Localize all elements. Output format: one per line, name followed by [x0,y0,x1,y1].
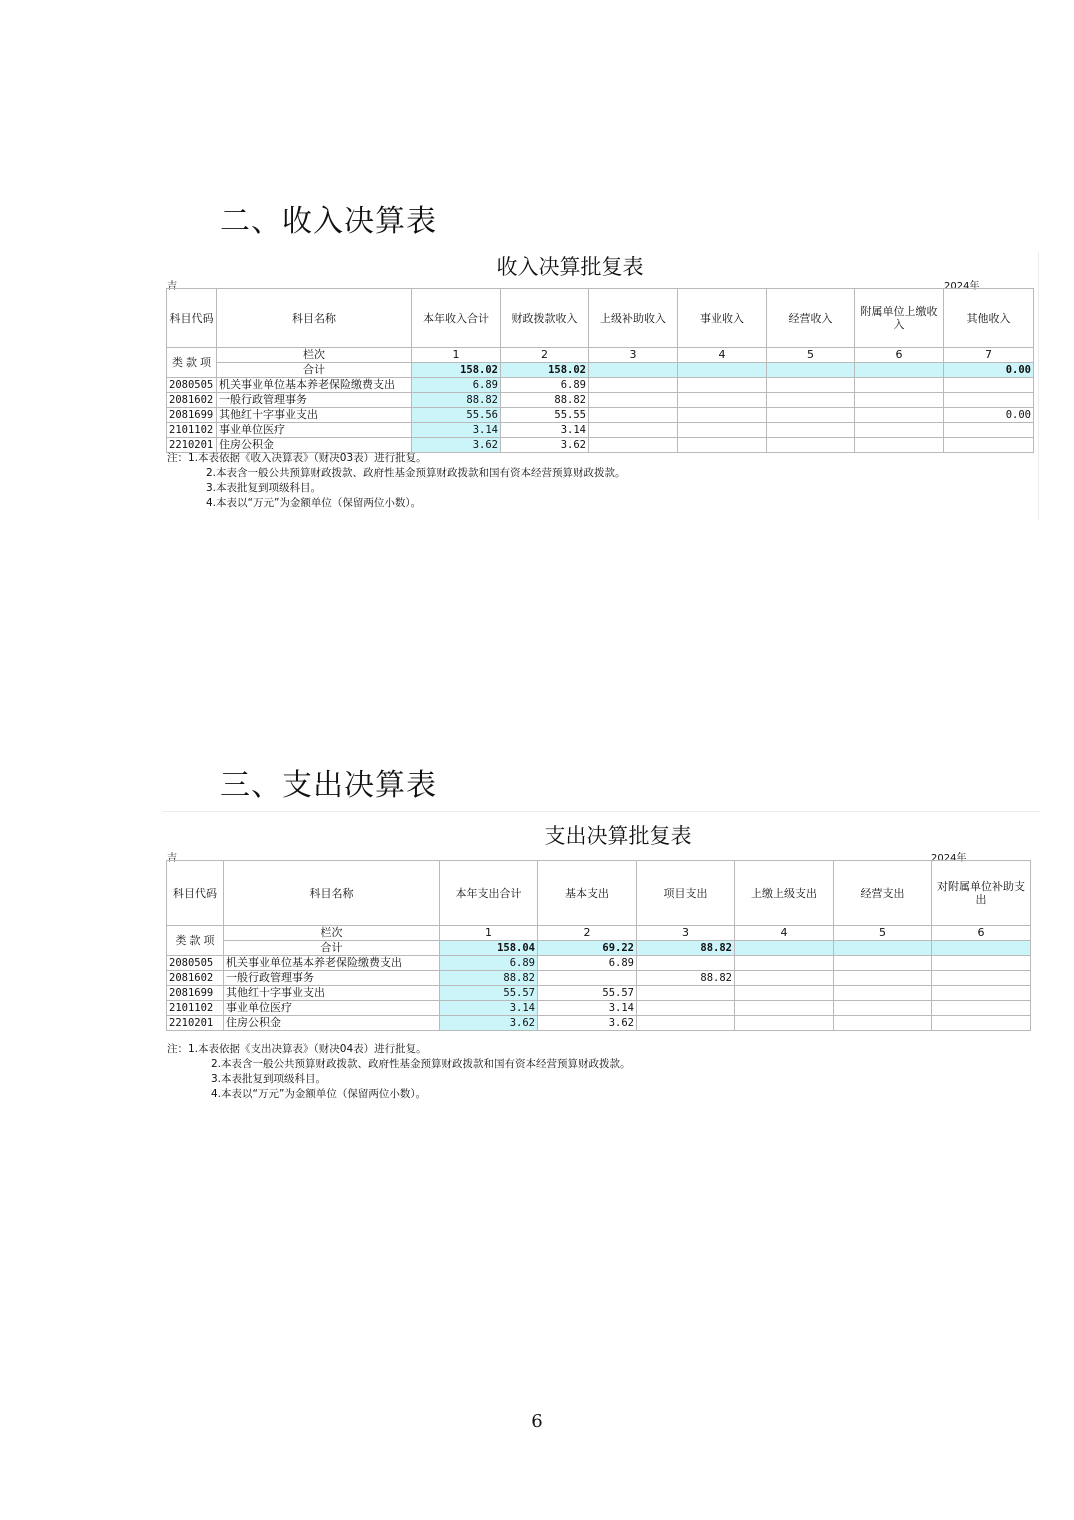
income-colnum: 4 [678,348,767,363]
row-code: 2101102 [167,423,217,438]
income-colnum: 7 [944,348,1034,363]
row-value: 55.57 [538,986,637,1001]
row-value [637,956,735,971]
income-frame-edge [1038,252,1039,520]
income-header-col1: 本年收入合计 [412,289,501,348]
row-value [944,438,1034,453]
expense-header-col1: 本年支出合计 [440,861,538,926]
expense-colnum: 4 [735,926,834,941]
table-row [167,423,1034,438]
income-lanci-label: 栏次 [217,348,412,363]
row-value [834,1016,932,1031]
row-value: 6.89 [501,378,589,393]
row-name: 住房公积金 [217,438,412,453]
row-value: 88.82 [637,971,735,986]
row-value [932,956,1031,971]
expense-total-value: 158.04 [440,941,538,956]
row-value: 6.89 [412,378,501,393]
expense-note-4: 4.本表以“万元”为金额单位（保留两位小数）。 [211,1088,427,1100]
row-value: 3.62 [440,1016,538,1031]
table-row [167,1016,1031,1031]
income-note-2: 2.本表含一般公共预算财政拨款、政府性基金预算财政拨款和国有资本经营预算财政拨款。 [206,467,626,479]
income-total-row [167,363,1034,378]
row-code: 2080505 [167,378,217,393]
row-value [944,423,1034,438]
row-code: 2210201 [167,1016,224,1031]
expense-header-col6: 对附属单位补助支出 [932,861,1031,926]
income-header-col4: 事业收入 [678,289,767,348]
row-value [678,438,767,453]
row-value: 88.82 [501,393,589,408]
row-name: 机关事业单位基本养老保险缴费支出 [217,378,412,393]
row-code: 2080505 [167,956,224,971]
xiang-label: 项 [200,355,211,369]
table-row [167,378,1034,393]
expense-total-value: 69.22 [538,941,637,956]
row-name: 事业单位医疗 [217,423,412,438]
expense-colnum: 3 [637,926,735,941]
expense-lanci-row [167,926,1031,941]
income-total-value [589,363,678,378]
income-colnum: 3 [589,348,678,363]
row-value [944,393,1034,408]
expense-total-label: 合计 [224,941,440,956]
row-value [735,956,834,971]
expense-note-2: 2.本表含一般公共预算财政拨款、政府性基金预算财政拨款和国有资本经营预算财政拨款。 [211,1058,631,1070]
row-value [735,1001,834,1016]
income-year-label: 2024年 [944,281,980,292]
row-value: 6.89 [538,956,637,971]
row-value [944,378,1034,393]
income-table [166,288,1034,453]
expense-lei-kuan-xiang [167,926,224,956]
income-note-3: 3.本表批复到项级科目。 [206,482,322,494]
row-code: 2081699 [167,986,224,1001]
income-lei-kuan-xiang [167,348,217,378]
income-header-col3: 上级补助收入 [589,289,678,348]
income-header-col7: 其他收入 [944,289,1034,348]
row-value: 3.62 [412,438,501,453]
income-header-row [167,289,1034,348]
income-header-col2: 财政拨款收入 [501,289,589,348]
row-value: 3.62 [501,438,589,453]
row-name: 一般行政管理事务 [224,971,440,986]
row-value [767,423,855,438]
row-name: 住房公积金 [224,1016,440,1031]
expense-total-value [834,941,932,956]
income-total-value: 158.02 [412,363,501,378]
row-value [538,971,637,986]
expense-header-col5: 经营支出 [834,861,932,926]
income-colnum: 6 [855,348,944,363]
row-value [855,393,944,408]
row-value [678,393,767,408]
row-value: 3.62 [538,1016,637,1031]
income-total-value: 0.00 [944,363,1034,378]
table-row [167,971,1031,986]
table-row [167,986,1031,1001]
expense-header-code: 科目代码 [167,861,224,926]
expense-header-col4: 上缴上级支出 [735,861,834,926]
income-header-col5: 经营收入 [767,289,855,348]
expense-header-col3: 项目支出 [637,861,735,926]
xiang-label: 项 [203,933,215,947]
row-name: 事业单位医疗 [224,1001,440,1016]
row-value: 55.55 [501,408,589,423]
row-value: 0.00 [944,408,1034,423]
row-value [855,438,944,453]
row-value [834,956,932,971]
income-total-value [855,363,944,378]
expense-total-value: 88.82 [637,941,735,956]
row-code: 2101102 [167,1001,224,1016]
row-value [932,1001,1031,1016]
table-row [167,956,1031,971]
row-value: 55.57 [440,986,538,1001]
table-row [167,1001,1031,1016]
income-colnum: 1 [412,348,501,363]
income-note-4: 4.本表以“万元”为金额单位（保留两位小数）。 [206,497,422,509]
row-value [589,423,678,438]
expense-lanci-label: 栏次 [224,926,440,941]
expense-frame-top [162,811,1040,812]
row-value: 3.14 [412,423,501,438]
row-code: 2081602 [167,393,217,408]
expense-unit-label: 吉 [167,853,177,864]
row-value: 88.82 [412,393,501,408]
row-value [589,378,678,393]
income-total-value: 158.02 [501,363,589,378]
row-value [589,393,678,408]
expense-header-name: 科目名称 [224,861,440,926]
row-name: 机关事业单位基本养老保险缴费支出 [224,956,440,971]
expense-table-title: 支出决算批复表 [544,824,692,848]
income-total-value [767,363,855,378]
row-code: 2081699 [167,408,217,423]
row-value [932,1016,1031,1031]
income-notes [167,451,626,511]
row-name: 其他红十字事业支出 [217,408,412,423]
row-code: 2081602 [167,971,224,986]
table-row [167,393,1034,408]
row-value [678,408,767,423]
income-table-title: 收入决算批复表 [496,255,644,279]
row-value [855,378,944,393]
row-value [855,423,944,438]
row-code: 2210201 [167,438,217,453]
row-value [767,393,855,408]
row-name: 其他红十字事业支出 [224,986,440,1001]
income-total-value [678,363,767,378]
expense-header-col2: 基本支出 [538,861,637,926]
income-colnum: 2 [501,348,589,363]
expense-colnum: 5 [834,926,932,941]
row-value: 3.14 [501,423,589,438]
income-total-label: 合计 [217,363,412,378]
expense-total-value [735,941,834,956]
row-value: 6.89 [440,956,538,971]
income-lanci-row [167,348,1034,363]
expense-total-row [167,941,1031,956]
row-value: 3.14 [538,1001,637,1016]
expense-total-value [932,941,1031,956]
lei-label: 类 [175,933,187,947]
expense-note-3: 3.本表批复到项级科目。 [211,1073,327,1085]
row-value [678,378,767,393]
expense-colnum: 2 [538,926,637,941]
row-value [637,986,735,1001]
row-value [834,971,932,986]
row-value [735,986,834,1001]
row-value [678,423,767,438]
row-value [637,1001,735,1016]
row-value: 88.82 [440,971,538,986]
income-colnum: 5 [767,348,855,363]
row-value [637,1016,735,1031]
row-value: 55.56 [412,408,501,423]
row-value [834,1001,932,1016]
row-value [735,1016,834,1031]
income-section-heading: 二、收入决算表 [220,204,437,239]
expense-notes [167,1042,631,1102]
income-header-name: 科目名称 [217,289,412,348]
row-value [834,986,932,1001]
row-value [932,986,1031,1001]
row-value [767,408,855,423]
lei-label: 类 [172,355,183,369]
expense-colnum: 6 [932,926,1031,941]
row-value [735,971,834,986]
row-value [767,438,855,453]
kuan-label: 款 [189,933,201,947]
expense-table [166,860,1031,1031]
page-number: 6 [531,1411,543,1432]
expense-colnum: 1 [440,926,538,941]
table-row [167,408,1034,423]
income-header-col6: 附属单位上缴收入 [855,289,944,348]
expense-note-1: 注：1.本表依据《支出决算表》（财决04表）进行批复。 [167,1043,427,1055]
row-value [932,971,1031,986]
row-value: 3.14 [440,1001,538,1016]
expense-section-heading: 三、支出决算表 [220,768,437,803]
expense-year-label: 2024年 [931,853,967,864]
expense-header-row [167,861,1031,926]
row-value [855,408,944,423]
income-unit-label: 吉 [167,281,177,292]
row-value [589,408,678,423]
income-header-code: 科目代码 [167,289,217,348]
income-note-1: 注：1.本表依据《收入决算表》（财决03表）进行批复。 [167,452,427,464]
row-value [767,378,855,393]
row-name: 一般行政管理事务 [217,393,412,408]
kuan-label: 款 [186,355,197,369]
